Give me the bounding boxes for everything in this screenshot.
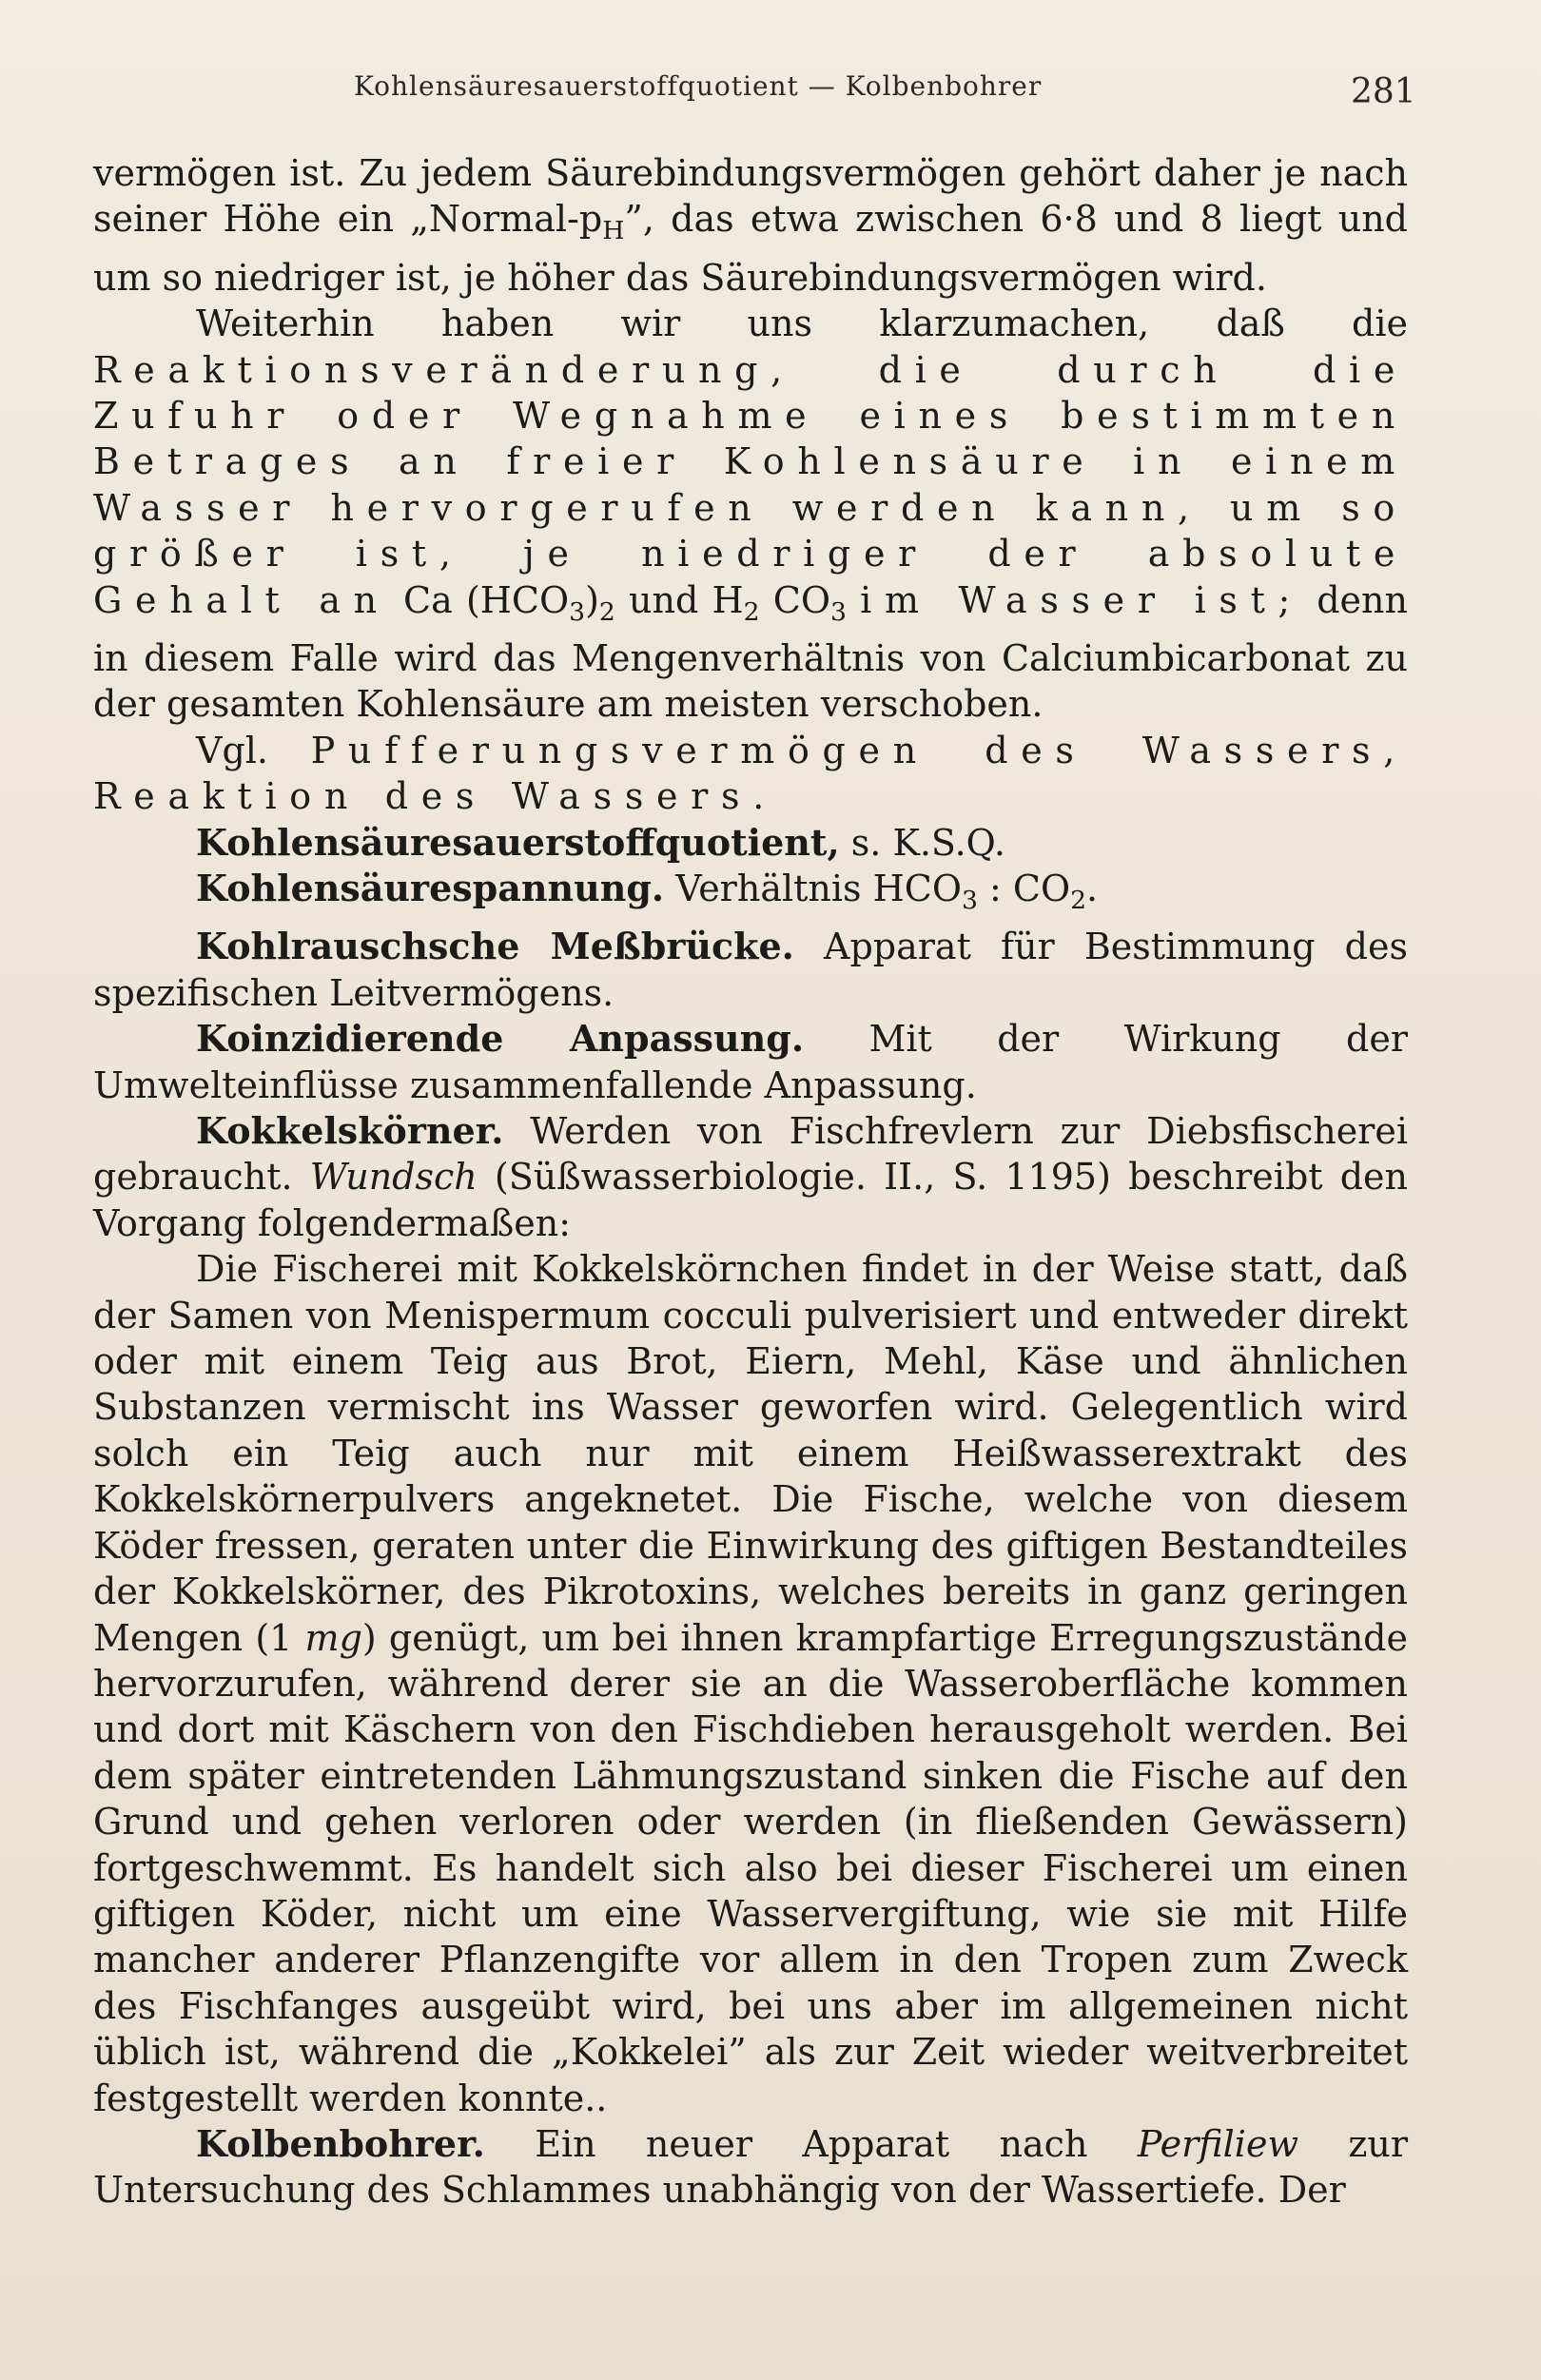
paragraph-continuation: vermögen ist. Zu jedem Säurebindungsvermögen gehört daher je nach seiner Höhe ein $„Normal-p_H$”, das etwa zwischen 6·8 und 8 liegt und um so niedriger ist, je höher das Säurebindungsvermögen wird. bbox=[93, 152, 1408, 299]
running-head: Kohlensäuresauerstoffquotient — Kolbenbohrer bbox=[354, 70, 1043, 102]
entry-kohlrauschsche-messbruecke: Kohlrauschsche Meßbrücke. Apparat für Bestimmung des spezifischen Leitvermögens. bbox=[93, 925, 1408, 1014]
entry-term: Kohlrauschsche Meßbrücke. bbox=[196, 925, 794, 968]
paragraph-quotation: Die Fischerei mit Kokkelskörnchen findet in der Weise statt, daß der Samen von Menispermum cocculi pulverisiert und entweder direkt oder mit einem Teig aus Brot, Eiern, Mehl, Käse und ähnlichen Substanzen vermischt ins Wasser geworfen wird. Gelegentlich wird solch ein Teig auch nur mit einem Heißwasserextrakt des Kokkelskörnerpulvers angeknetet. Die Fische, welche von diesem Köder fressen, geraten unter die Einwirkung des giftigen Bestandteiles der Kokkelskörner, des Pikrotoxins, welches bereits in ganz geringen Mengen (1 mg) genügt, um bei ihnen krampfartige Erregungszustände hervorzurufen, während derer sie an die Wasseroberfläche kommen und dort mit Käschern von den Fischdieben herausgeholt werden. Bei dem später eintretenden Lähmungszustand sinken die Fische auf den Grund und gehen verloren oder werden (in fließenden Gewässern) fortgeschwemmt. Es handelt sich also bei dieser Fischerei um einen giftigen Köder, nicht um eine Wasservergiftung, wie sie mit Hilfe mancher anderer Pflanzengifte vor allem in den Tropen zum Zweck des Fischfanges ausgeübt wird, bei uns aber im allgemeinen nicht üblich ist, während die „Kokkelei” als zur Zeit wieder weitverbreitet festgestellt werden konnte.. bbox=[93, 1248, 1408, 2119]
entry-kolbenbohrer: Kolbenbohrer. Ein neuer Apparat nach Perfiliew zur Untersuchung des Schlammes unabhängig von der Wassertiefe. Der bbox=[93, 2121, 1408, 2212]
entry-term: Kolbenbohrer. bbox=[196, 2121, 485, 2165]
author-name: Wundsch bbox=[309, 1156, 478, 1199]
spaced-emphasis: Reaktionsveränderung, die durch die Zufuhr oder Wegnahme eines bestimmten Betrages an freier Kohlensäure in einem Wasser hervorgerufen werden kann, um so größer ist, je niedriger der absolute Gehalt an bbox=[93, 348, 1408, 621]
entry-term: Kohlensäuresauerstoffquotient, bbox=[196, 820, 840, 864]
entry-koinzidierende-anpassung: Koinzidierende Anpassung. Mit der Wirkung der Umwelteinflüsse zusammenfallende Anpassung. bbox=[93, 1017, 1408, 1106]
entry-term: Koinzidierende Anpassung. bbox=[196, 1017, 805, 1061]
paragraph-reaction-change: Weiterhin haben wir uns klarzumachen, daß die Reaktionsveränderung, die durch die Zufuhr oder Wegnahme eines bestimmten Betrages an freier Kohlensäure in einem Wasser hervorgerufen werden kann, um so größer ist, je niedriger der absolute Gehalt an Ca $(HCO_3)_2$ und $H_2$ $CO_3$ im Wasser ist; denn in diesem Falle wird das Mengenverhältnis von Calciumbicarbonat zu der gesamten Kohlensäure am meisten verschoben. bbox=[93, 302, 1408, 726]
author-name: Perfiliew bbox=[1137, 2122, 1298, 2165]
entry-kokkelskoerner: Kokkelskörner. Werden von Fischfrevlern zur Diebsfischerei gebraucht. Wundsch (Süßwasserbiologie. II., S. 1195) beschreibt den Vorgang folgendermaßen: bbox=[93, 1109, 1409, 1244]
body-text bbox=[93, 150, 1408, 2214]
spaced-emphasis: im Wasser ist; bbox=[860, 578, 1304, 621]
spaced-emphasis: Pufferungsvermögen des Wassers, Reaktion des Wassers. bbox=[93, 729, 1408, 818]
entry-kohlensaeuresauerstoffquotient: Kohlensäuresauerstoffquotient, s. K.S.Q. bbox=[196, 820, 1006, 864]
entry-term: Kokkelskörner. bbox=[196, 1109, 504, 1153]
entry-term: Kohlensäurespannung. bbox=[196, 867, 665, 910]
page-number: 281 bbox=[1351, 72, 1416, 111]
entry-kohlensaeurespannung: Kohlensäurespannung. Verhältnis $HCO_3$ : $CO_2$. bbox=[196, 867, 1099, 915]
paragraph-cross-reference: Vgl. Pufferungsvermögen des Wassers, Reaktion des Wassers. bbox=[93, 729, 1408, 818]
